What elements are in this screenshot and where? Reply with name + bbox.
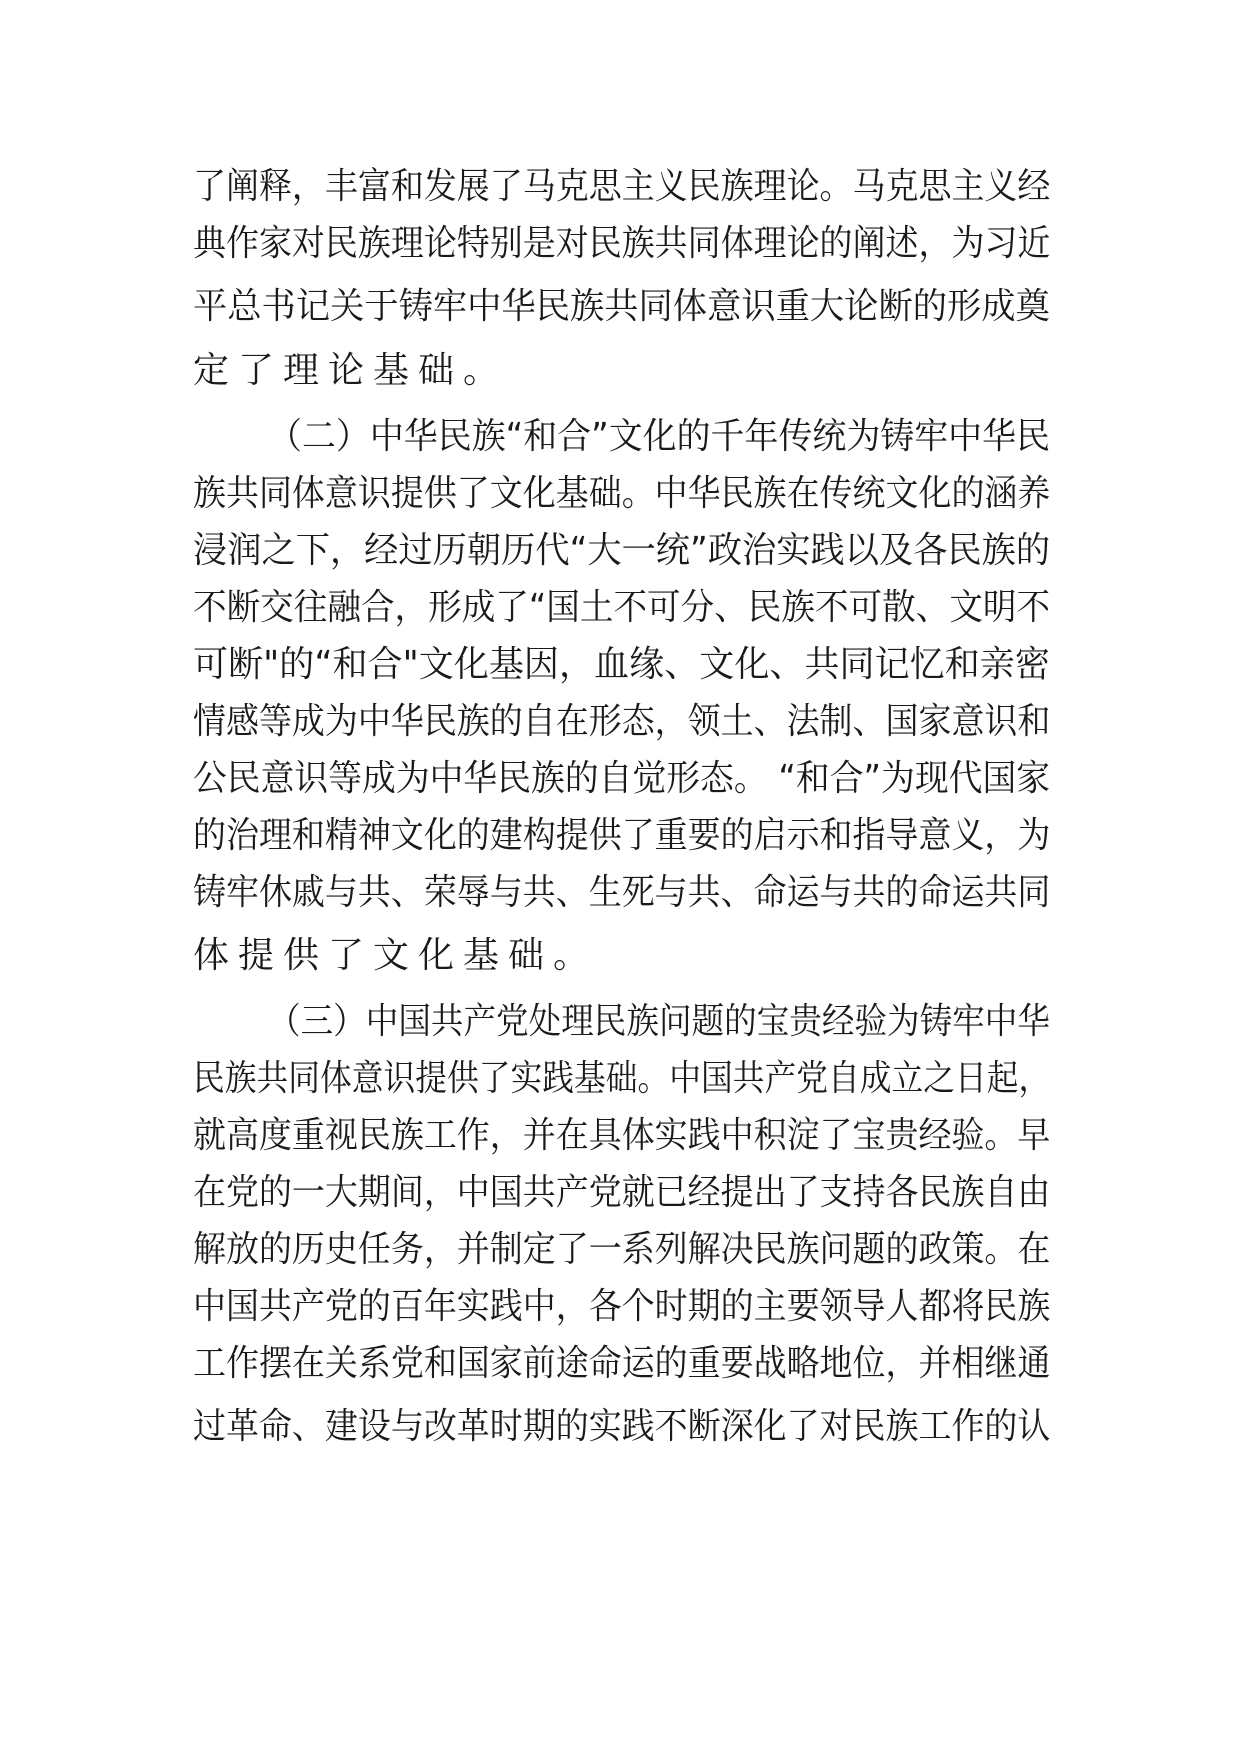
text-line: 中国共产党的百年实践中，各个时期的主要领导人都将民族 [193,1286,1051,1327]
text-line: 定了理论基础。 [193,350,509,391]
text-line: 了阐释，丰富和发展了马克思主义民族理论。马克思主义经 [193,166,1051,207]
text-line: （三）中国共产党处理民族问题的宝贵经验为铸牢中华 [268,1001,1050,1042]
text-line: 可断"的“和合"文化基因，血缘、文化、共同记忆和亲密 [193,644,1050,685]
text-line: 公民意识等成为中华民族的自觉形态。 “和合”为现代国家 [193,758,1051,799]
text-line: 情感等成为中华民族的自在形态，领土、法制、国家意识和 [193,701,1051,742]
text-line: 工作摆在关系党和国家前途命运的重要战略地位，并相继通 [193,1343,1051,1384]
text-line: 不断交往融合，形成了“国土不可分、民族不可散、文明不 [193,587,1051,628]
text-line: 典作家对民族理论特别是对民族共同体理论的阐述，为习近 [193,223,1051,264]
text-line: 族共同体意识提供了文化基础。中华民族在传统文化的涵养 [193,473,1051,514]
text-line: 过革命、建设与改革时期的实践不断深化了对民族工作的认 [193,1406,1051,1447]
text-line: 民族共同体意识提供了实践基础。中国共产党自成立之日起， [193,1058,1051,1099]
text-line: 浸润之下，经过历朝历代“大一统”政治实践以及各民族的 [193,530,1051,571]
text-line: 铸牢休戚与共、荣辱与共、生死与共、命运与共的命运共同 [193,872,1051,913]
text-line: 就高度重视民族工作，并在具体实践中积淀了宝贵经验。早 [193,1115,1051,1156]
text-line: 体提供了文化基础。 [193,935,599,976]
text-line: 在党的一大期间，中国共产党就已经提出了支持各民族自由 [193,1172,1051,1213]
text-line: 的治理和精神文化的建构提供了重要的启示和指导意义，为 [193,815,1051,856]
text-line: （二）中华民族“和合”文化的千年传统为铸牢中华民 [268,416,1051,457]
text-line: 平总书记关于铸牢中华民族共同体意识重大论断的形成奠 [193,286,1050,327]
text-line: 解放的历史任务，并制定了一系列解决民族问题的政策。在 [193,1229,1051,1270]
